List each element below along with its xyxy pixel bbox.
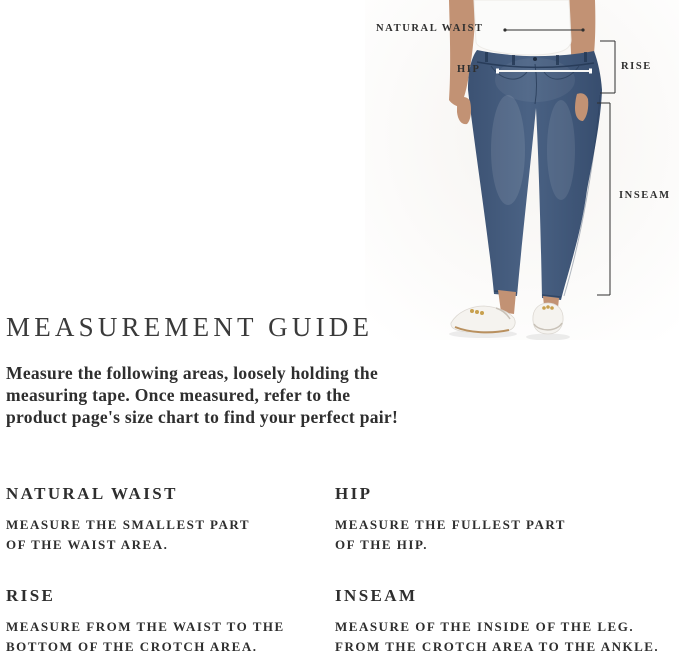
model-photo: [365, 0, 679, 340]
section-inseam: [335, 586, 665, 656]
section-body-line: FROM THE CROTCH AREA TO THE ANKLE.: [335, 639, 660, 654]
section-body-line: OF THE HIP.: [335, 537, 428, 552]
model-figure-illustration: [365, 0, 679, 340]
section-body-line: MEASURE OF THE INSIDE OF THE LEG.: [335, 619, 635, 634]
section-body: [6, 515, 336, 555]
intro-line: product page's size chart to find your perfect pair!: [6, 407, 399, 427]
hip-label: HIP: [457, 64, 481, 75]
inseam-label: INSEAM: [619, 190, 671, 201]
section-body-line: MEASURE FROM THE WAIST TO THE: [6, 619, 285, 634]
rise-label: RISE: [621, 61, 652, 72]
intro-paragraph: [6, 362, 398, 428]
intro-line: measuring tape. Once measured, refer to the: [6, 385, 351, 405]
section-body: [335, 515, 665, 555]
section-title: HIP: [335, 484, 373, 503]
section-rise: [6, 586, 336, 656]
model-white-top: [474, 0, 571, 55]
intro-line: Measure the following areas, loosely holding the: [6, 363, 379, 383]
section-title: INSEAM: [335, 586, 418, 605]
section-hip: [335, 484, 665, 555]
natural-waist-label: NATURAL WAIST: [376, 23, 484, 34]
section-natural-waist: [6, 484, 336, 555]
section-body: [6, 617, 336, 656]
section-title: RISE: [6, 586, 56, 605]
section-body-line: MEASURE THE SMALLEST PART: [6, 517, 251, 532]
page-title: MEASUREMENT GUIDE: [6, 312, 374, 343]
section-body-line: MEASURE THE FULLEST PART: [335, 517, 566, 532]
section-title: NATURAL WAIST: [6, 484, 178, 503]
section-body-line: OF THE WAIST AREA.: [6, 537, 169, 552]
section-body: [335, 617, 665, 656]
section-body-line: BOTTOM OF THE CROTCH AREA.: [6, 639, 258, 654]
